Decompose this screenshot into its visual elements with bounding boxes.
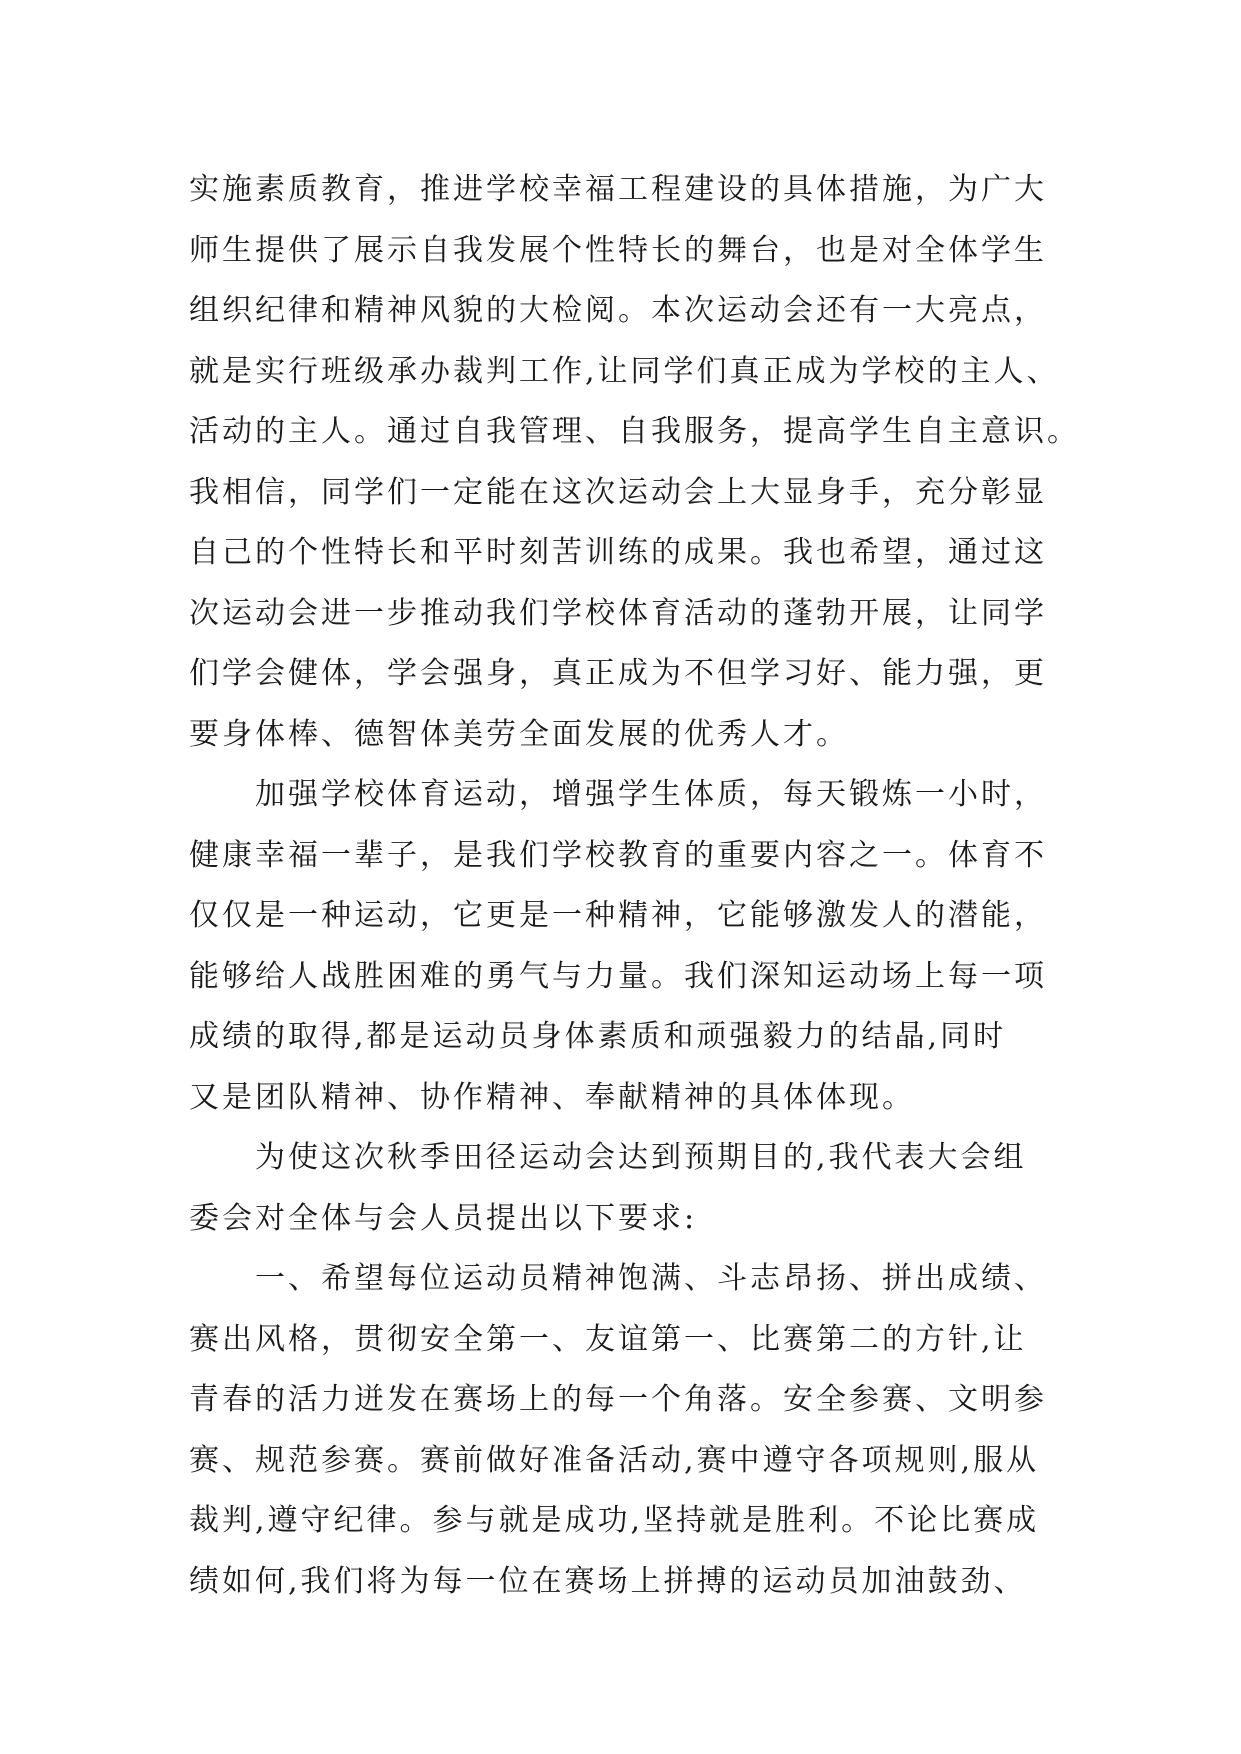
text-line: 青春的活力迸发在赛场上的每一个角落。安全参赛、文明参 (189, 1382, 1047, 1417)
text-line: 赛出风格，贯彻安全第一、友谊第一、比赛第二的方针,让 (189, 1321, 1027, 1357)
text-line: 师生提供了展示自我发展个性特长的舞台，也是对全体学生 (189, 232, 1047, 268)
text-line: 活动的主人。通过自我管理、自我服务，提高学生自主意识。 (189, 414, 1080, 449)
text-line: 又是团队精神、协作精神、奉献精神的具体体现。 (189, 1079, 915, 1115)
paragraph-first-line: 为使这次秋季田径运动会达到预期目的,我代表大会组 (255, 1140, 1027, 1175)
text-line: 就是实行班级承办裁判工作,让同学们真正成为学校的主人、 (189, 353, 1060, 389)
text-line: 健康幸福一辈子，是我们学校教育的重要内容之一。体育不 (189, 837, 1047, 873)
text-line: 成绩的取得,都是运动员身体素质和顽强毅力的结晶,同时 (189, 1019, 1007, 1054)
text-line: 我相信，同学们一定能在这次运动会上大显身手，充分彰显 (189, 474, 1047, 510)
text-line: 委会对全体与会人员提出以下要求: (189, 1200, 698, 1236)
paragraph-first-line: 一、希望每位运动员精神饱满、斗志昂扬、拼出成绩、 (255, 1261, 1047, 1296)
text-line: 实施素质教育，推进学校幸福工程建设的具体措施，为广大 (189, 172, 1047, 207)
text-line: 们学会健体，学会强身，真正成为不但学习好、能力强，更 (189, 656, 1047, 691)
text-line: 次运动会进一步推动我们学校体育活动的蓬勃开展，让同学 (189, 595, 1047, 631)
text-line: 赛、规范参赛。赛前做好准备活动,赛中遵守各项规则,服从 (189, 1442, 1040, 1478)
text-line: 仅仅是一种运动，它更是一种精神，它能够激发人的潜能， (189, 898, 1047, 933)
paragraph-first-line: 加强学校体育运动，增强学生体质，每天锻炼一小时， (255, 777, 1047, 812)
text-line: 自己的个性特长和平时刻苦训练的成果。我也希望，通过这 (189, 535, 1047, 570)
text-line: 组织纪律和精神风貌的大检阅。本次运动会还有一大亮点， (189, 293, 1047, 328)
text-line: 要身体棒、德智体美劳全面发展的优秀人才。 (189, 716, 849, 752)
text-line: 绩如何,我们将为每一位在赛场上拼搏的运动员加油鼓劲、 (189, 1563, 1027, 1599)
text-line: 裁判,遵守纪律。参与就是成功,坚持就是胜利。不论比赛成 (189, 1503, 1040, 1538)
text-line: 能够给人战胜困难的勇气与力量。我们深知运动场上每一项 (189, 958, 1047, 994)
body-text (189, 160, 1080, 1612)
